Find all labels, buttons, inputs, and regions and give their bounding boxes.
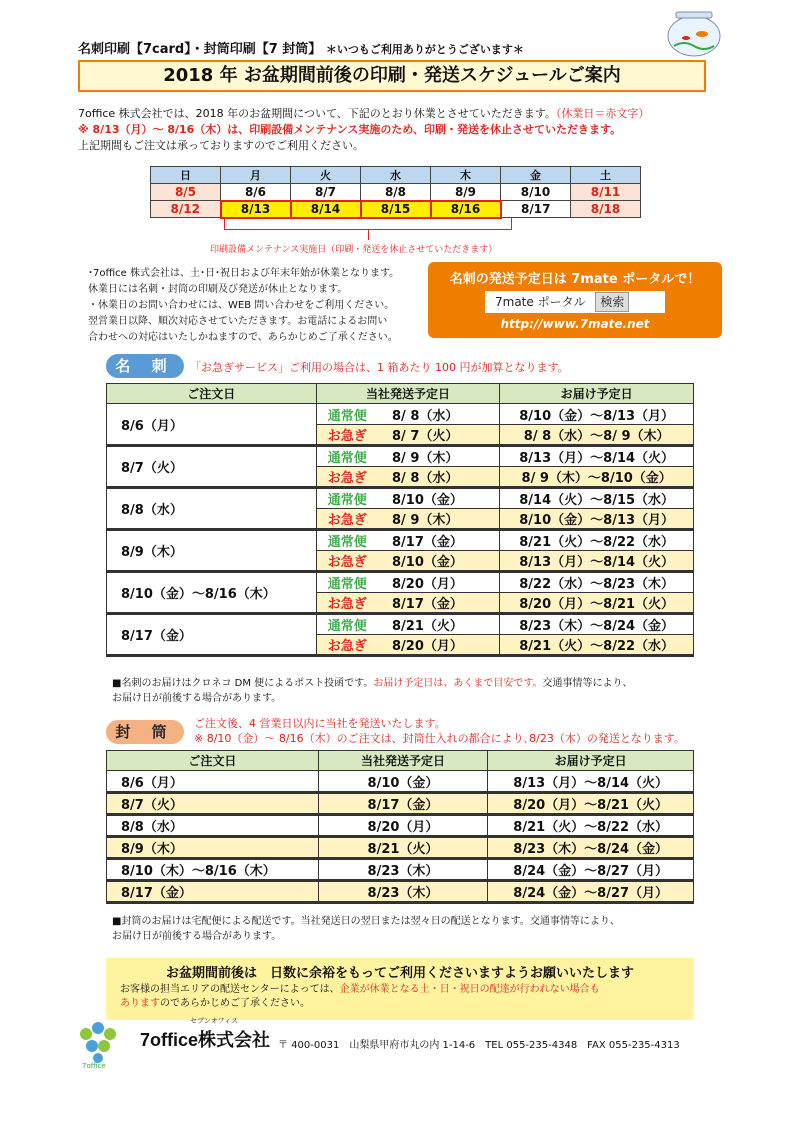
closing-line2-text: お客様の担当エリアの配送センターによっては、 [120,984,340,995]
futo-note [194,716,685,746]
table-row [107,793,694,815]
intro-line1: 7office 株式会社では、2018 年のお盆期間について、下記のとおり休業とさせていただきます。 [78,107,556,120]
deliver-date: 8/23（木）～8/24（金） [488,837,694,859]
ship-date: 8/10（金） [318,771,488,793]
table-row [107,572,694,593]
portal-url-link[interactable]: http://www.7mate.net [500,317,650,331]
table-header [107,384,694,404]
col-order: ご注文日 [107,384,317,404]
col-ship: 当社発送予定日 [316,384,500,404]
calendar-day: 8/9 [431,184,501,201]
portal-search-button[interactable]: 検索 [595,292,629,312]
deliver-date: 8/22（水）～8/23（木） [500,572,694,593]
table-row [107,881,694,903]
holiday-notes [88,266,418,346]
deliver-date: 8/21（火）～8/22（水） [488,815,694,837]
logo-small-text: 7office [82,1062,106,1070]
meishi-footnote-b: 交通事情等により、 [542,678,633,689]
portal-box [428,262,722,338]
rush-label: お急ぎ [316,425,378,446]
order-date: 8/6（月） [107,771,319,793]
normal-label: 通常便 [316,530,378,551]
note-line: ・休業日のお問い合わせには、WEB 問い合わせをご利用ください。 [88,300,395,311]
meishi-footnote-a: ■名刺のお届けはクロネコ DM 便によるポスト投函です。 [112,678,374,689]
col-deliver: お届け予定日 [500,384,694,404]
calendar-day: 8/11 [571,184,641,201]
meishi-footnote-red: お届け予定日は、あくまで目安です。 [373,678,543,689]
meishi-schedule-table [106,383,694,657]
note-line: 休業日には名刺・封筒の印刷及び発送が休止となります。 [88,284,348,295]
calendar-day: 8/12 [151,201,221,218]
ship-date: 8/ 8（水） [378,467,500,488]
ship-date: 8/21（火） [378,614,500,635]
deliver-date: 8/ 9（木）～8/10（金） [500,467,694,488]
maintenance-bracket-stem [368,230,369,240]
note-line: 翌営業日以降、順次対応させていただきます。お電話によるお問い [88,316,388,327]
order-date: 8/9（木） [107,837,319,859]
portal-search-text: 7mate ポータル [495,295,586,309]
futo-schedule-table [106,750,694,904]
meishi-footnote [112,676,702,706]
ship-date: 8/21（火） [318,837,488,859]
deliver-date: 8/24（金）～8/27（月） [488,859,694,881]
rush-label: お急ぎ [316,635,378,656]
table-row [107,530,694,551]
futo-footnote-a: ■封筒のお届けは宅配便による配送です。当社発送日の翌日または翌々日の配送となります。交通事情等により、 [112,916,620,927]
col-order: ご注文日 [107,751,319,771]
order-date: 8/10（木）～8/16（木） [107,859,319,881]
order-date: 8/10（金）～8/16（木） [107,572,317,614]
normal-label: 通常便 [316,572,378,593]
company-address: 〒 400-0031 山梨県甲府市丸の内 1-14-6 TEL 055-235-4348 FAX 055-235-4313 [278,1040,680,1051]
normal-label: 通常便 [316,488,378,509]
meishi-tag: 名 刺 [106,354,184,378]
maintenance-bracket [224,218,512,230]
rush-label: お急ぎ [316,551,378,572]
futo-note1: ご注文後、4 営業日以内に当社を発送いたします。 [194,717,446,730]
ship-date: 8/10（金） [378,551,500,572]
deliver-date: 8/21（火）～8/22（水） [500,635,694,656]
table-row [107,859,694,881]
ship-date: 8/17（金） [378,530,500,551]
deliver-date: 8/13（月）～8/14（火） [500,446,694,467]
normal-label: 通常便 [316,614,378,635]
note-line: ･7office 株式会社は、土･日･祝日および年末年始が休業となります。 [88,268,400,279]
calendar-day: 8/18 [571,201,641,218]
ship-date: 8/20（月） [318,815,488,837]
calendar-week2 [151,201,641,218]
futo-note2: ※ 8/10（金）～ 8/16（木）のご注文は、封筒仕入れの都合により､8/23（木）の発送となります。 [194,732,685,745]
day-thu: 木 [431,167,501,184]
calendar-day-maintenance: 8/15 [361,201,431,218]
order-date: 8/17（金） [107,881,319,903]
order-date: 8/7（火） [107,446,317,488]
document-subtitle [78,38,524,57]
day-fri: 金 [501,167,571,184]
order-date: 8/8（水） [107,488,317,530]
day-mon: 月 [221,167,291,184]
normal-label: 通常便 [316,404,378,425]
ship-date: 8/ 8（水） [378,404,500,425]
table-row [107,446,694,467]
ship-date: 8/23（木） [318,859,488,881]
ship-date: 8/20（月） [378,572,500,593]
table-row [107,488,694,509]
deliver-date: 8/14（火）～8/15（水） [500,488,694,509]
ship-date: 8/ 9（木） [378,509,500,530]
intro-line3: 上記期間もご注文は承っておりますのでご利用ください。 [78,139,364,152]
calendar-day: 8/6 [221,184,291,201]
subtitle-text: 名刺印刷【7card】・封筒印刷【7 封筒】 [78,42,322,57]
deliver-date: 8/20（月）～8/21（火） [500,593,694,614]
col-deliver: お届け予定日 [488,751,694,771]
fishbowl-icon [664,6,724,58]
deliver-date: 8/10（金）～8/13（月） [500,509,694,530]
intro-text [78,106,718,154]
rush-label: お急ぎ [316,467,378,488]
day-sat: 土 [571,167,641,184]
intro-line1-red: （休業日＝赤文字） [555,107,650,120]
portal-title: 名刺の発送予定日は 7mate ポータルで！ [449,272,701,287]
calendar-day-maintenance: 8/13 [221,201,291,218]
closing-line3-text: のであらかじめご了承ください。 [160,998,310,1009]
thanks-text: ＊いつもご利用ありがとうございます＊ [325,43,524,56]
deliver-date: 8/ 8（水）～8/ 9（木） [500,425,694,446]
closing-line3-red: あります [120,998,160,1009]
rush-label: お急ぎ [316,593,378,614]
ship-date: 8/23（木） [318,881,488,903]
calendar-day: 8/17 [501,201,571,218]
meishi-footnote-c: お届け日が前後する場合があります。 [112,693,282,704]
intro-line2: ※ 8/13（月）～ 8/16（木）は、印刷設備メンテナンス実施のため、印刷・発送を休止させていただきます。 [78,123,622,136]
calendar-day: 8/5 [151,184,221,201]
deliver-date: 8/13（月）～8/14（火） [500,551,694,572]
deliver-date: 8/24（金）～8/27（月） [488,881,694,903]
calendar-day: 8/7 [291,184,361,201]
normal-label: 通常便 [316,446,378,467]
day-tue: 火 [291,167,361,184]
order-date: 8/9（木） [107,530,317,572]
deliver-date: 8/23（木）～8/24（金） [500,614,694,635]
deliver-date: 8/10（金）～8/13（月） [500,404,694,425]
page-title: 2018 年 お盆期間前後の印刷・発送スケジュールご案内 [78,60,706,92]
company-name: 7office株式会社 [140,1030,271,1050]
order-date: 8/6（月） [107,404,317,446]
table-header [107,751,694,771]
calendar-week1 [151,184,641,201]
futo-tag: 封 筒 [106,720,184,744]
company-kana: セブンオフィス [190,1017,238,1025]
day-sun: 日 [151,167,221,184]
futo-footnote [112,914,702,944]
table-row [107,614,694,635]
deliver-date: 8/21（火）～8/22（水） [500,530,694,551]
rush-label: お急ぎ [316,509,378,530]
calendar-day-maintenance: 8/14 [291,201,361,218]
calendar [150,166,641,219]
order-date: 8/7（火） [107,793,319,815]
deliver-date: 8/20（月）～8/21（火） [488,793,694,815]
meishi-note: 「お急ぎサービス」ご利用の場合は、1 箱あたり 100 円が加算となります。 [190,361,569,374]
table-row [107,837,694,859]
closing-line1: お盆期間前後は 日数に余裕をもってご利用くださいますようお願いいたします [165,966,634,981]
closing-line2 [106,983,694,1011]
col-ship: 当社発送予定日 [318,751,488,771]
calendar-day: 8/8 [361,184,431,201]
ship-date: 8/17（金） [318,793,488,815]
calendar-header [151,167,641,184]
order-date: 8/8（水） [107,815,319,837]
portal-search-box[interactable] [485,291,665,313]
closing-line2-red: 企業が休業となる土・日・祝日の配達が行われない場合も [339,984,600,995]
day-wed: 水 [361,167,431,184]
table-row [107,771,694,793]
order-date: 8/17（金） [107,614,317,656]
calendar-day: 8/10 [501,184,571,201]
table-row [107,815,694,837]
ship-date: 8/20（月） [378,635,500,656]
ship-date: 8/17（金） [378,593,500,614]
maintenance-note: 印刷設備メンテナンス実施日（印刷・発送を休止させていただきます） [210,245,498,255]
table-row [107,404,694,425]
ship-date: 8/ 9（木） [378,446,500,467]
closing-box [106,958,694,1020]
calendar-day-maintenance: 8/16 [431,201,501,218]
futo-footnote-b: お届け日が前後する場合があります。 [112,931,282,942]
deliver-date: 8/13（月）～8/14（火） [488,771,694,793]
ship-date: 8/ 7（火） [378,425,500,446]
note-line: 合わせへの対応はいたしかねますので、あらかじめご了承ください。 [88,332,398,343]
ship-date: 8/10（金） [378,488,500,509]
